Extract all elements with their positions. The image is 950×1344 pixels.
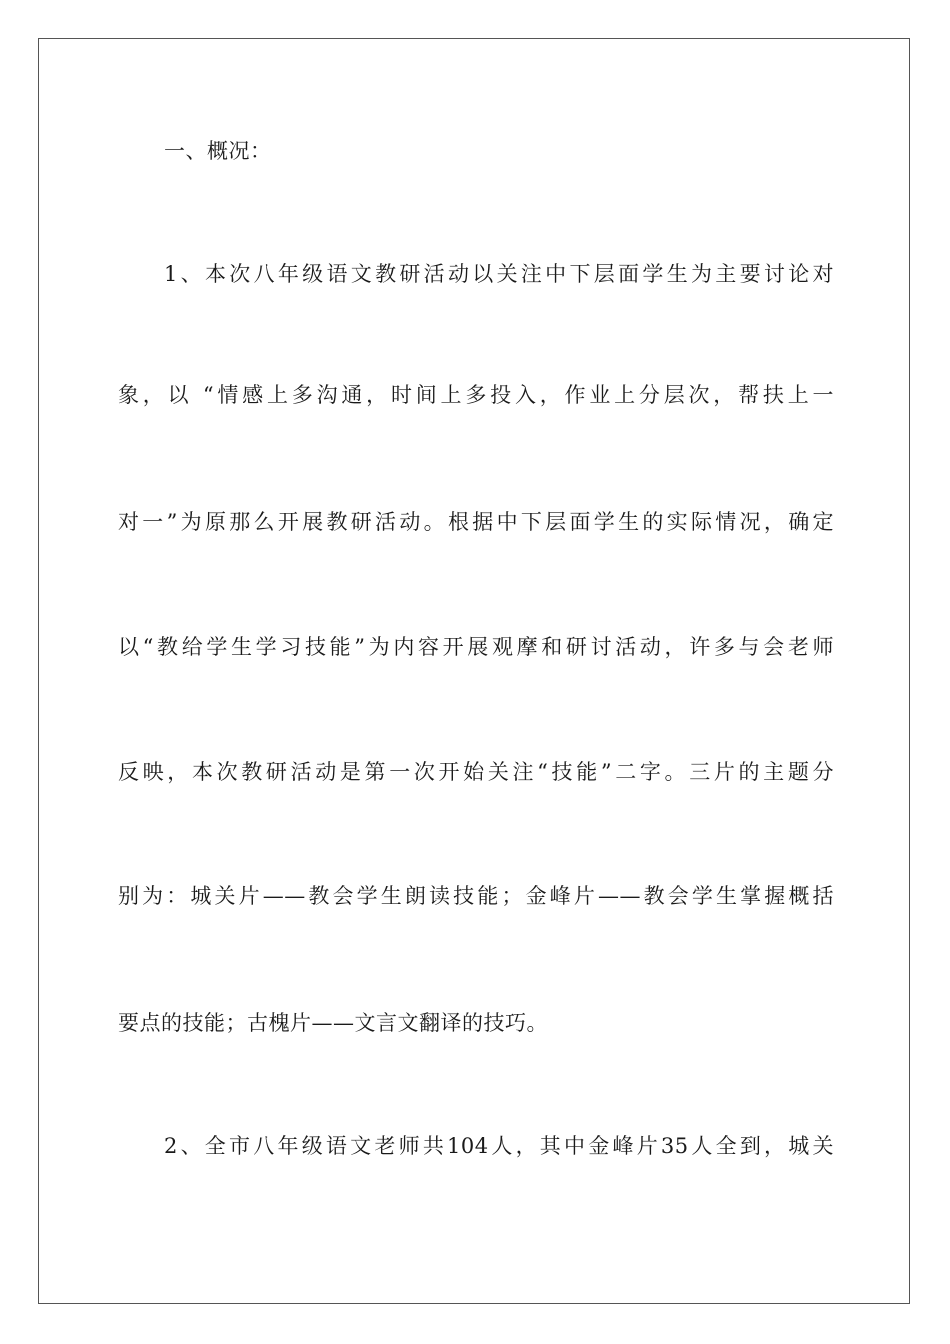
paragraph-1-line-3: 对一”为原那么开展教研活动。根据中下层面学生的实际情况，确定 (118, 510, 834, 534)
paragraph-1-line-7: 要点的技能；古槐片——文言文翻译的技巧。 (118, 1011, 548, 1035)
section-heading: 一、概况： (164, 139, 272, 163)
paragraph-2-line-1: 2、全市八年级语文老师共104人，其中金峰片35人全到，城关 (164, 1134, 834, 1158)
paragraph-1-line-2: 象，以 “情感上多沟通，时间上多投入，作业上分层次，帮扶上一 (118, 383, 834, 407)
paragraph-1-line-4: 以“教给学生学习技能”为内容开展观摩和研讨活动，许多与会老师 (118, 635, 834, 659)
paragraph-1-line-1: 1、本次八年级语文教研活动以关注中下层面学生为主要讨论对 (164, 262, 834, 286)
paragraph-1-line-5: 反映，本次教研活动是第一次开始关注“技能”二字。三片的主题分 (118, 760, 834, 784)
paragraph-1-line-6: 别为：城关片——教会学生朗读技能；金峰片——教会学生掌握概括 (118, 884, 834, 908)
page-border (38, 38, 910, 1304)
